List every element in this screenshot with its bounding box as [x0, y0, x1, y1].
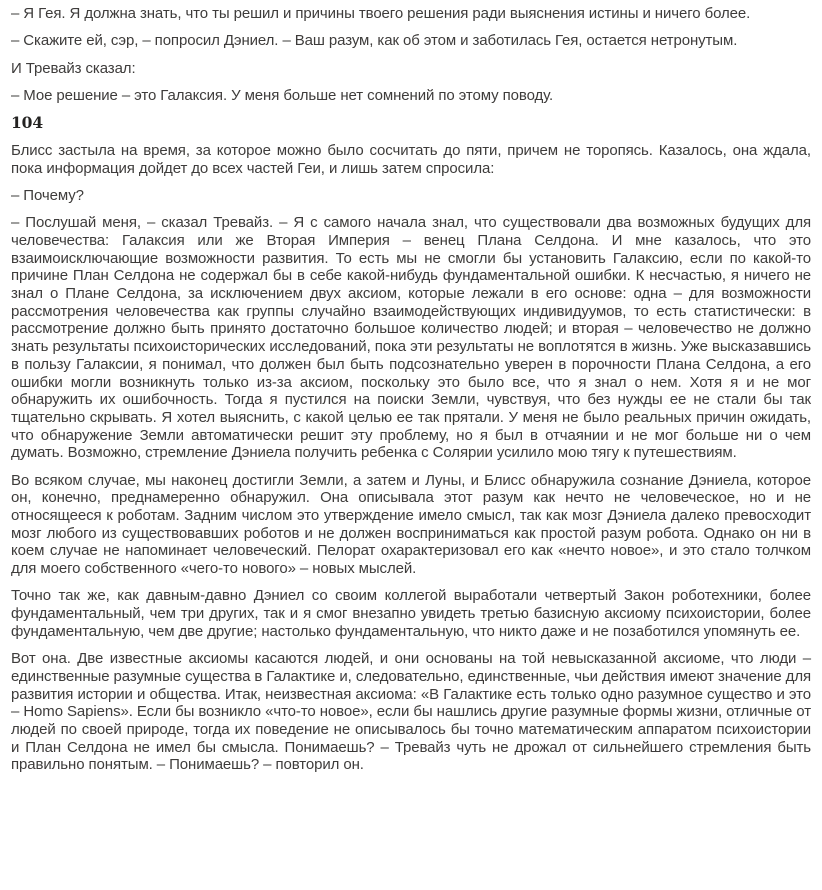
- paragraph: – Я Гея. Я должна знать, что ты решил и причины твоего решения ради выяснения истины и ничего более.: [11, 5, 751, 22]
- paragraph: – Мое решение – это Галаксия. У меня больше нет сомнений по этому поводу.: [11, 86, 554, 104]
- paragraph: – Скажите ей, сэр, – попросил Дэниел. – Ваш разум, как об этом и заботилась Гея, остается нетронутым.: [11, 32, 738, 50]
- paragraph: И Тревайз сказал:: [11, 59, 136, 77]
- paragraph: – Почему?: [11, 186, 84, 204]
- paragraph: Вот она. Две известные аксиомы касаются людей, и они основаны на той невысказанной аксиоме, что люди – единственные разумные существа в Галактике и, следовательно, единственные, чьи действия имеют значение для развития истории и общества. Итак, неизвестная аксиома: «В Галактике есть только одно разумное существо и это – Homo Sapiens». Если бы возникло «что-то новое», если бы нашлись другие разумные формы жизни, отличные от людей по своей природе, тогда их поведение не описывалось бы точно математическим аппаратом психоистории и План Селдона не имел бы смысла. Понимаешь? – Тревайз чуть не дрожал от сильнейшего стремления быть правильно понятым. – Понимаешь? – повторил он.: [11, 650, 811, 774]
- section-number-heading: 104: [11, 113, 44, 133]
- paragraph: – Послушай меня, – сказал Тревайз. – Я с самого начала знал, что существовали два возможных будущих для человечества: Галаксия или же Вторая Империя – венец Плана Селдона. И мне казалось, что это взаимоисключающие возможности развития. То есть мы не смогли бы установить Галаксию, если по какой-то причине План Селдона не содержал бы в себе какой-нибудь фундаментальной ошибки. К несчастью, я ничего не знал о Плане Селдона, за исключением двух аксиом, которые лежали в его основе: одна – для возможности рассмотрения человечества как группы случайно взаимодействующих индивидуумов, то есть статистически: в рассмотрение должно быть принято достаточно большое количество людей; и вторая – человечество не должно знать результаты психоисторических исследований, пока эти результаты не воплотятся в жизнь. Уже высказавшись в пользу Галаксии, я понимал, что должен был быть подсознательно уверен в порочности Плана Селдона, а его ошибки могли возникнуть только из-за аксиом, поскольку это было все, что я знал о нем. Хотя я и не мог обнаружить их ошибочность. Тогда я пустился на поиски Земли, чувствуя, что без нужды ее не стали бы так тщательно скрывать. Я хотел выяснить, с какой целью ее так прятали. У меня не было реальных причин ожидать, что обнаружение Земли автоматически решит эту проблему, но я был в отчаянии и не мог больше ни о чем думать. Возможно, стремление Дэниела получить ребенка с Солярии усилило мою тягу к путешествиям.: [11, 214, 811, 462]
- paragraph: Во всяком случае, мы наконец достигли Земли, а затем и Луны, и Блисс обнаружила сознание Дэниела, которое он, конечно, преднамеренно обнаружил. Она описывала этот разум как нечто не человеческое, но и не относящееся к роботам. Задним числом это утверждение имело смысл, так как мозг Дэниела далеко превосходит мозг любого из существовавших роботов и не должен восприниматься как простой разум робота. Однако он ни в коем случае не напоминает человеческий. Пелорат охарактеризовал его как «нечто новое», и это стало толчком для моего собственного «чего-то нового» – новых мыслей.: [11, 471, 811, 578]
- paragraph: Блисс застыла на время, за которое можно было сосчитать до пяти, причем не торопясь. Казалось, она ждала, пока информация дойдет до всех частей Геи, и лишь затем спросила:: [11, 141, 811, 177]
- paragraph: Точно так же, как давным-давно Дэниел со своим коллегой выработали четвертый Закон роботехники, более фундаментальный, чем три других, так и я смог внезапно увидеть третью базисную аксиому психоистории, более фундаментальную, чем две другие; настолько фундаментальную, что никто даже и не позаботился упомянуть ее.: [11, 587, 811, 640]
